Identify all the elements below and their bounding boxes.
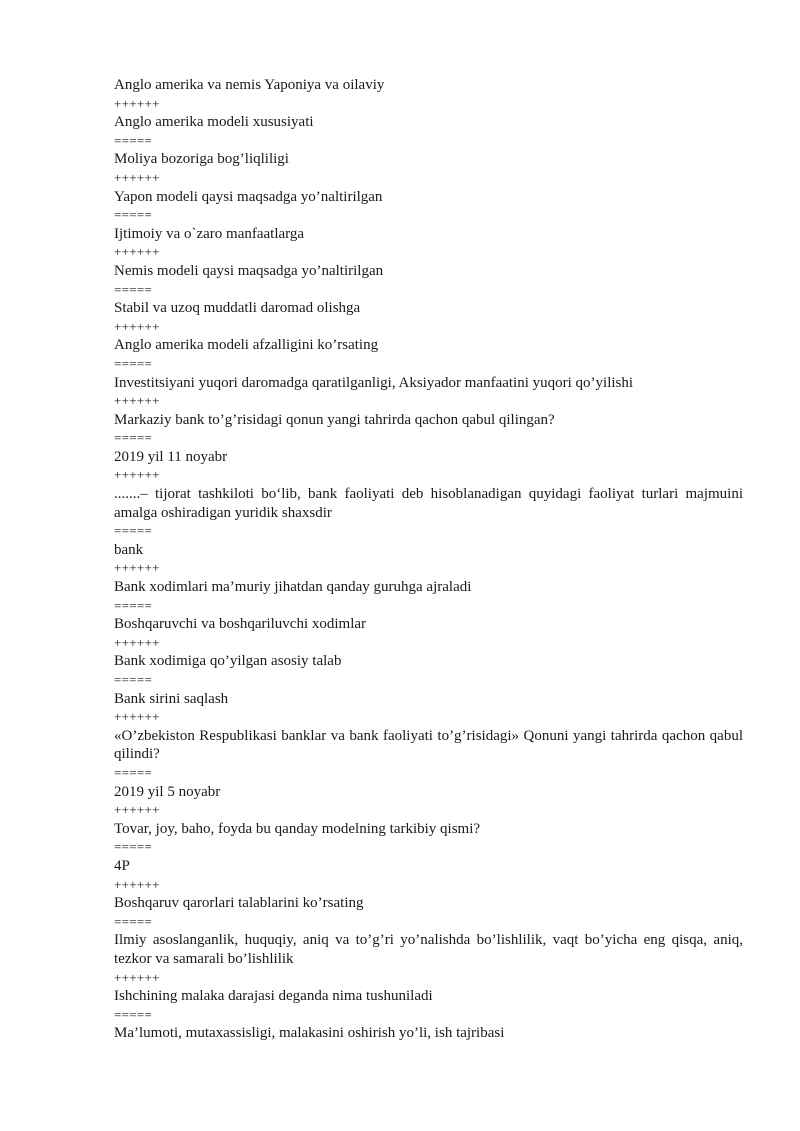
answer-separator: ===== bbox=[114, 355, 153, 371]
document-line: Markaziy bank to’g’risidagi qonun yangi tahrirda qachon qabul qilingan? bbox=[114, 411, 555, 428]
document-line: 2019 yil 5 noyabr bbox=[114, 783, 221, 800]
document-line: Ijtimoiy va o`zaro manfaatlarga bbox=[114, 225, 305, 242]
question-separator: ++++++ bbox=[114, 467, 160, 483]
question-separator: ++++++ bbox=[114, 634, 160, 650]
answer-separator: ===== bbox=[114, 672, 153, 687]
document-line: .......– tijorat tashkiloti bo‘lib, bank faoliyati deb hisoblanadigan quyidagi faoliyat turlari majmuini amalga oshiradigan yuridik shaxsdir bbox=[114, 486, 743, 521]
question-separator: ++++++ bbox=[114, 393, 160, 409]
document-line: bank bbox=[114, 541, 144, 558]
answer-separator: ===== bbox=[114, 523, 153, 539]
document-line: Bank xodimlari ma’muriy jihatdan qanday guruhga ajraladi bbox=[114, 579, 472, 596]
document-line: Ishchining malaka darajasi deganda nima tushuniladi bbox=[114, 988, 433, 1005]
question-separator: ++++++ bbox=[114, 560, 160, 576]
document-line: Yapon modeli qaysi maqsadga yo’naltirilgan bbox=[114, 188, 383, 205]
document-line: Ma’lumoti, mutaxassisligi, malakasini oshirish yo’li, ish tajribasi bbox=[114, 1025, 505, 1042]
document-line: Boshqaruv qarorlari talablarini ko’rsating bbox=[114, 895, 364, 912]
question-separator: ++++++ bbox=[114, 802, 160, 818]
question-separator: ++++++ bbox=[114, 169, 160, 185]
question-separator: ++++++ bbox=[114, 95, 160, 111]
document-line: Ilmiy asoslanganlik, huquqiy, aniq va to’g’ri yo’nalishda bo’lishlilik, vaqt bo’yicha eng qisqa, aniq, tezkor va samarali bo’lishlilik bbox=[114, 932, 743, 967]
document-line: Nemis modeli qaysi maqsadga yo’naltirilgan bbox=[114, 262, 384, 279]
document-line: Anglo amerika modeli xususiyati bbox=[114, 114, 314, 131]
document-line: Investitsiyani yuqori daromadga qaratilganligi, Aksiyador manfaatini yuqori qo’yilishi bbox=[114, 374, 634, 391]
answer-separator: ===== bbox=[114, 913, 153, 929]
answer-separator: ===== bbox=[114, 281, 153, 297]
question-separator: ++++++ bbox=[114, 876, 160, 892]
question-separator: ++++++ bbox=[114, 244, 160, 260]
document-line: Anglo amerika modeli afzalligini ko’rsating bbox=[114, 337, 379, 354]
question-separator: ++++++ bbox=[114, 969, 160, 985]
document-line: Bank xodimiga qo’yilgan asosiy talab bbox=[114, 653, 342, 670]
answer-separator: ===== bbox=[114, 1006, 153, 1022]
question-separator: ++++++ bbox=[114, 318, 160, 334]
document-line: «O’zbekiston Respublikasi banklar va bank faoliyati to’g’risidagi» Qonuni yangi tahrirda qachon qabul qilindi? bbox=[114, 727, 743, 763]
document-line: Bank sirini saqlash bbox=[114, 690, 229, 707]
document-line: Tovar, joy, baho, foyda bu qanday modelning tarkibiy qismi? bbox=[114, 820, 481, 837]
document-line: Stabil va uzoq muddatli daromad olishga bbox=[114, 300, 361, 317]
answer-separator: ===== bbox=[114, 430, 153, 446]
answer-separator: ===== bbox=[114, 132, 153, 148]
document-page bbox=[114, 76, 743, 1043]
answer-separator: ===== bbox=[114, 597, 153, 613]
document-line: Anglo amerika va nemis Yaponiya va oilaviy bbox=[114, 77, 385, 93]
document-line: Boshqaruvchi va boshqariluvchi xodimlar bbox=[114, 616, 367, 633]
answer-separator: ===== bbox=[114, 207, 153, 223]
answer-separator: ===== bbox=[114, 839, 153, 855]
question-separator: ++++++ bbox=[114, 709, 160, 725]
document-line: Moliya bozoriga bog’liqliligi bbox=[114, 151, 289, 168]
answer-separator: ===== bbox=[114, 764, 153, 780]
document-line: 2019 yil 11 noyabr bbox=[114, 448, 228, 465]
document-line: 4P bbox=[114, 857, 130, 874]
